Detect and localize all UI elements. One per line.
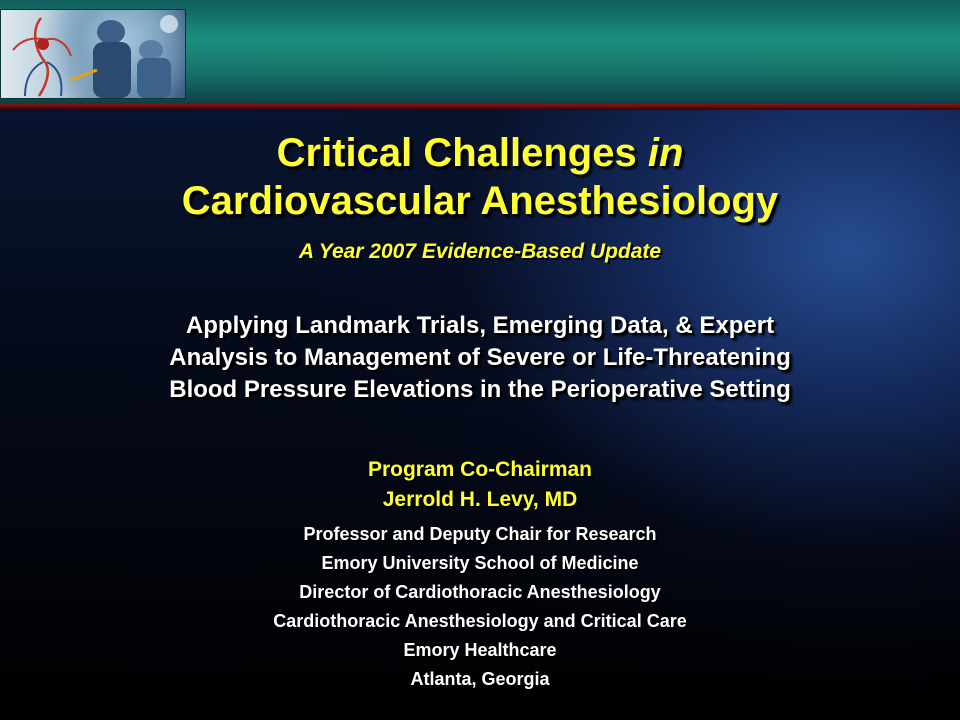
title-line-2: Cardiovascular Anesthesiology: [181, 179, 779, 223]
credit-line: Professor and Deputy Chair for Research: [303, 524, 657, 544]
subtitle: A Year 2007 Evidence-Based Update: [298, 240, 662, 263]
credit-line: Cardiothoracic Anesthesiology and Critical Care: [273, 611, 687, 631]
program-role: Program Co-Chairman: [367, 458, 593, 481]
title-line-1-italic: in: [647, 131, 684, 175]
credit-line: Director of Cardiothoracic Anesthesiology: [299, 582, 661, 602]
credit-line: Emory University School of Medicine: [321, 553, 639, 573]
description: [0, 310, 960, 406]
description-line: Applying Landmark Trials, Emerging Data, & Expert: [185, 312, 775, 339]
credit-line: Atlanta, Georgia: [410, 669, 550, 689]
title-line-1-main: Critical Challenges: [276, 131, 648, 175]
header-image: [0, 9, 186, 99]
description-line: Analysis to Management of Severe or Life-Threatening: [169, 344, 791, 371]
description-line: Blood Pressure Elevations in the Perioperative Setting: [169, 376, 791, 403]
title-line-1: [0, 130, 960, 176]
program-credits: [0, 520, 960, 694]
program-chair-name: Jerrold H. Levy, MD: [382, 488, 578, 511]
header-rule: [0, 104, 960, 110]
anatomy-illustration-icon: [1, 10, 185, 98]
credit-line: Emory Healthcare: [403, 640, 557, 660]
